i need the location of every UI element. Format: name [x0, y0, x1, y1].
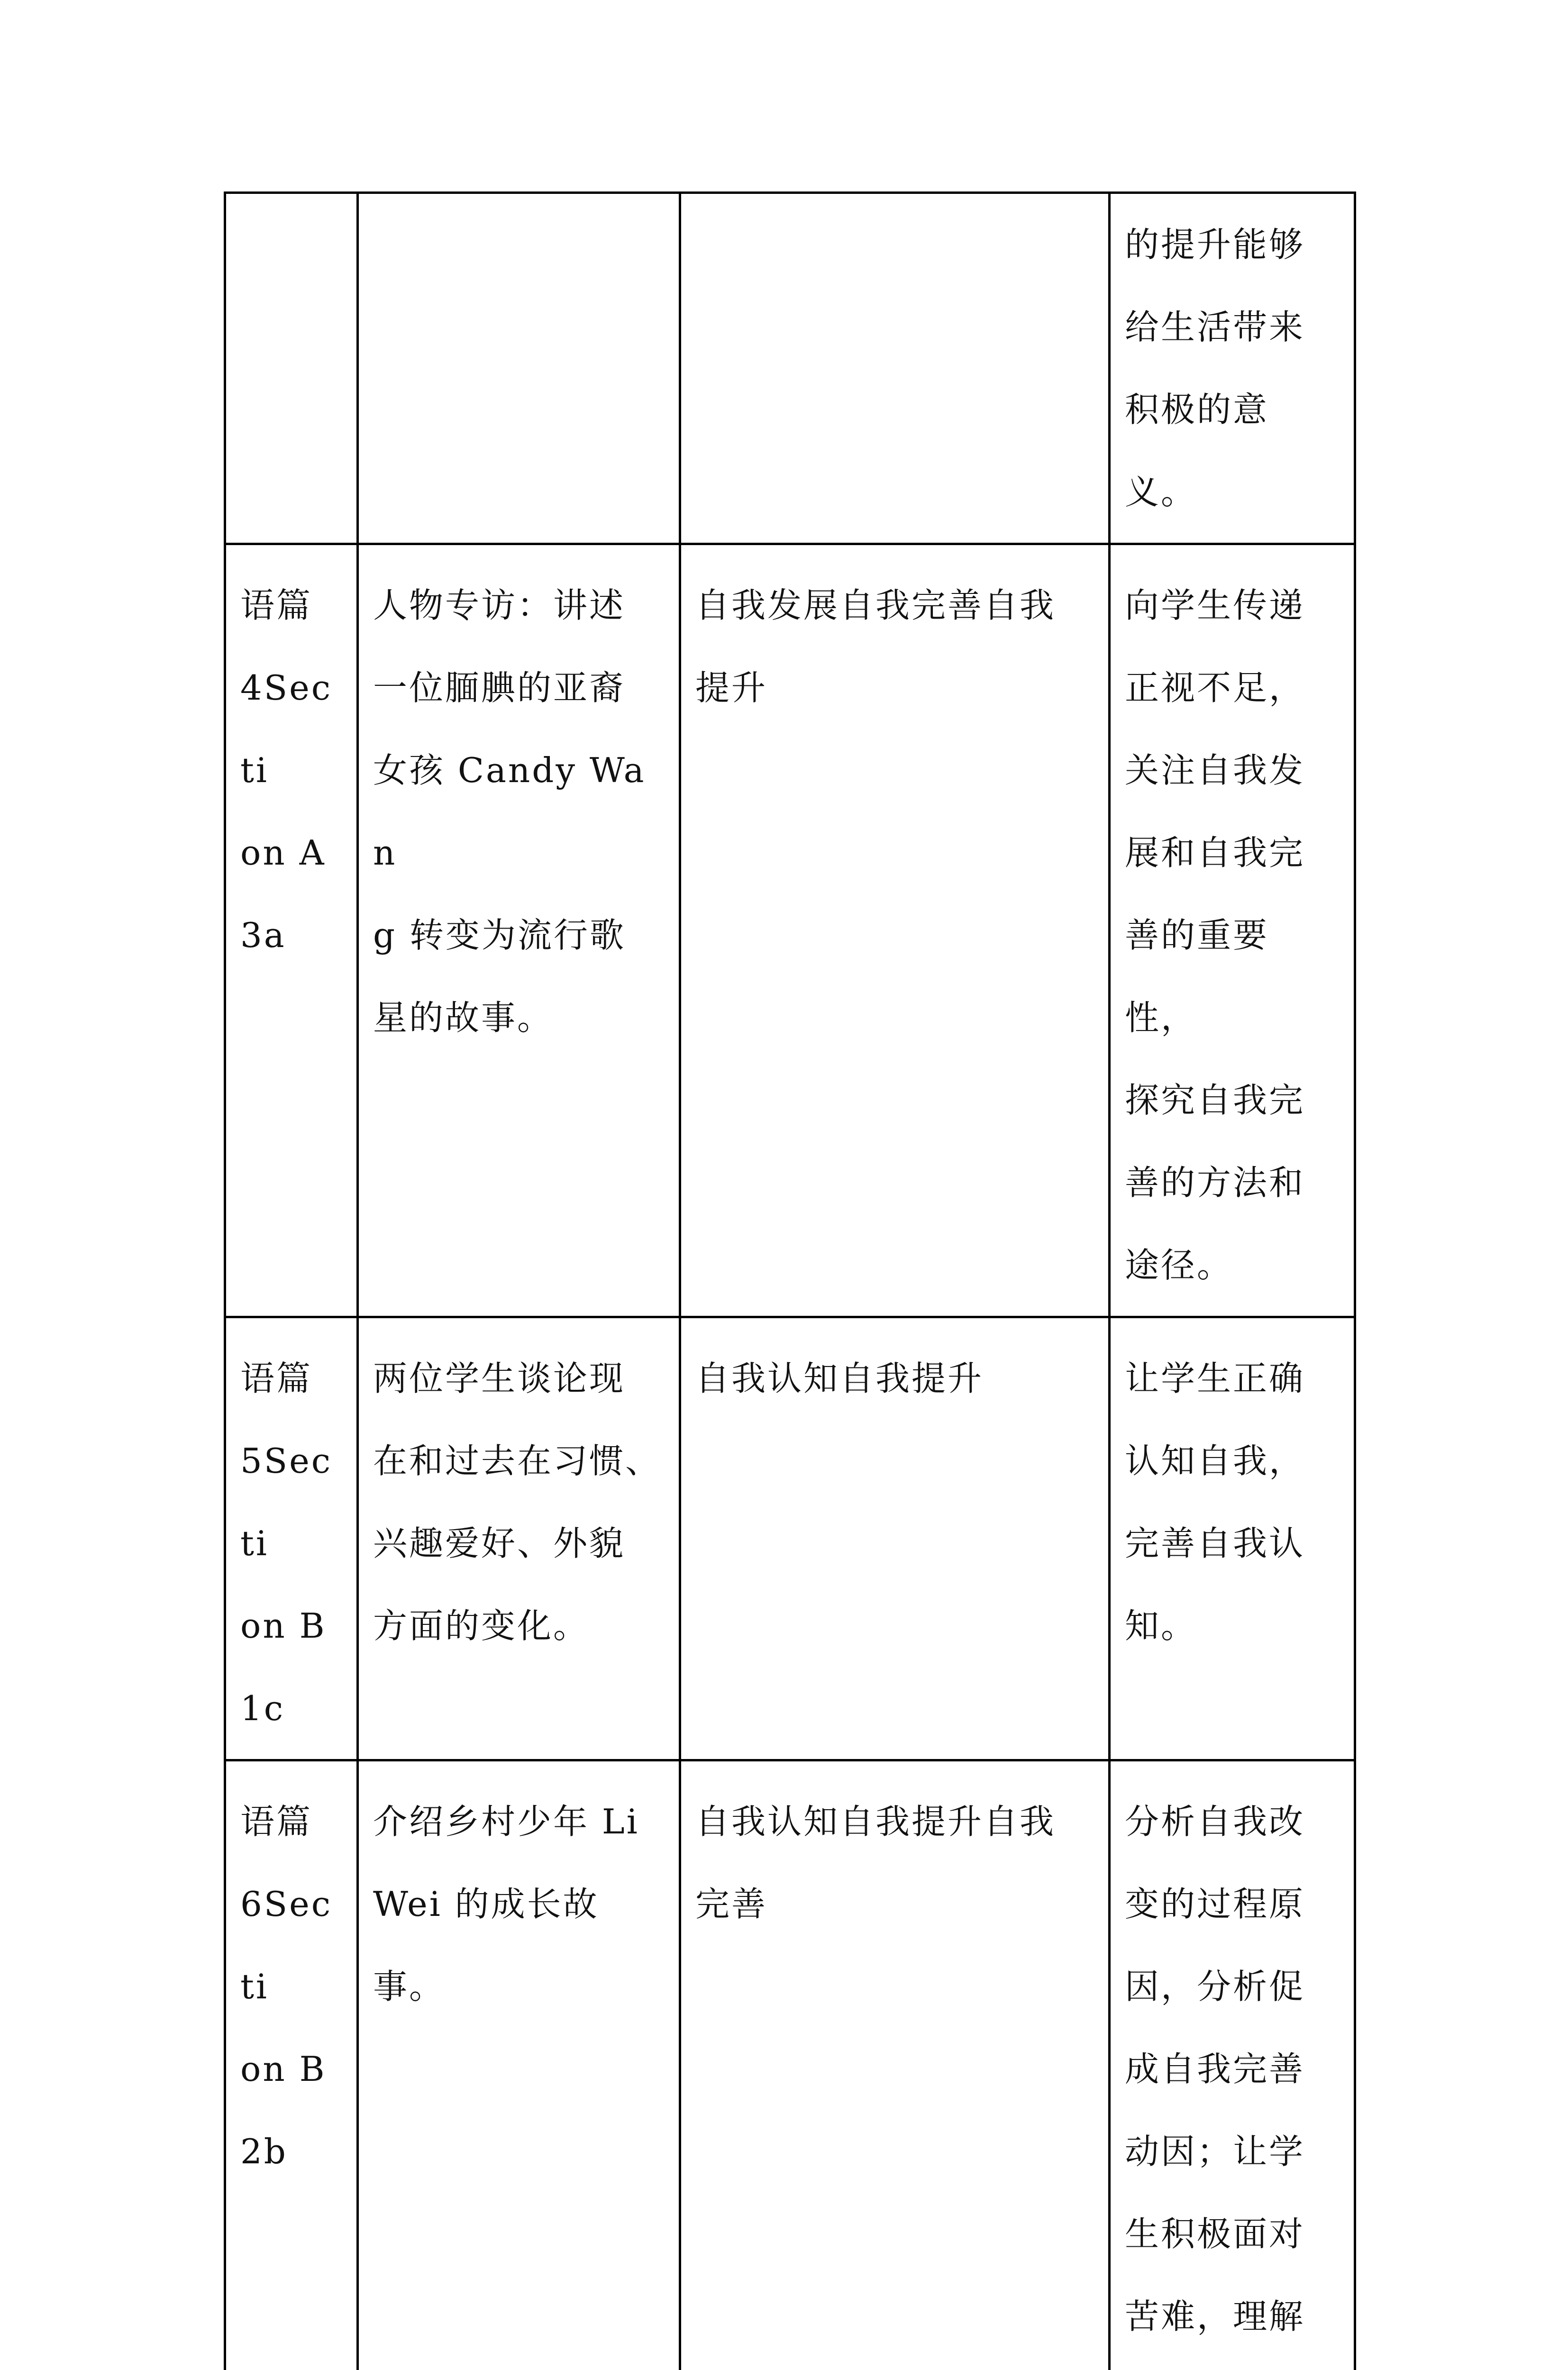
goal-cell [1110, 193, 1355, 544]
theme-cell [680, 193, 1110, 544]
goal-cell [1110, 1317, 1355, 1760]
content-text: 人物专访：讲述 一位腼腆的亚裔 女孩 Candy Wan g 转变为流行歌 星的故事。 [373, 564, 665, 1059]
theme-text: 自我认知自我提升 [695, 1337, 1095, 1420]
passage-cell [225, 1760, 358, 2370]
goal-text: 分析自我改 变的过程原 因，分析促 成自我完善 动因；让学 生积极面对 苦难，理解 [1125, 1780, 1340, 2358]
table-row [225, 193, 1355, 544]
table-row [225, 1317, 1355, 1760]
goal-text: 让学生正确 认知自我， 完善自我认 知。 [1125, 1337, 1340, 1667]
theme-text: 自我认知自我提升自我 完善 [695, 1780, 1095, 1945]
content-cell [358, 544, 680, 1317]
passage-text: 语篇 4Secti on A 3a [240, 564, 343, 976]
theme-cell [680, 544, 1110, 1317]
content-cell [358, 1317, 680, 1760]
content-text: 介绍乡村少年 Li Wei 的成长故事。 [373, 1780, 665, 2028]
goal-cell [1110, 1760, 1355, 2370]
content-cell [358, 1760, 680, 2370]
lesson-analysis-table [224, 191, 1356, 2370]
passage-text: 语篇 5Secti on B 1c [240, 1337, 343, 1750]
content-text: 两位学生谈论现 在和过去在习惯、 兴趣爱好、外貌 方面的变化。 [373, 1337, 665, 1667]
goal-text: 的提升能够 给生活带来 积极的意义。 [1125, 203, 1340, 533]
theme-cell [680, 1760, 1110, 2370]
passage-text: 语篇 6Secti on B 2b [240, 1780, 343, 2193]
passage-cell [225, 193, 358, 544]
theme-text: 自我发展自我完善自我 提升 [695, 564, 1095, 729]
table-row [225, 1760, 1355, 2370]
theme-cell [680, 1317, 1110, 1760]
goal-cell [1110, 544, 1355, 1317]
content-cell [358, 193, 680, 544]
passage-cell [225, 1317, 358, 1760]
goal-text: 向学生传递 正视不足， 关注自我发 展和自我完 善的重要性， 探究自我完 善的方法和 途径。 [1125, 564, 1340, 1306]
passage-cell [225, 544, 358, 1317]
table-row [225, 544, 1355, 1317]
